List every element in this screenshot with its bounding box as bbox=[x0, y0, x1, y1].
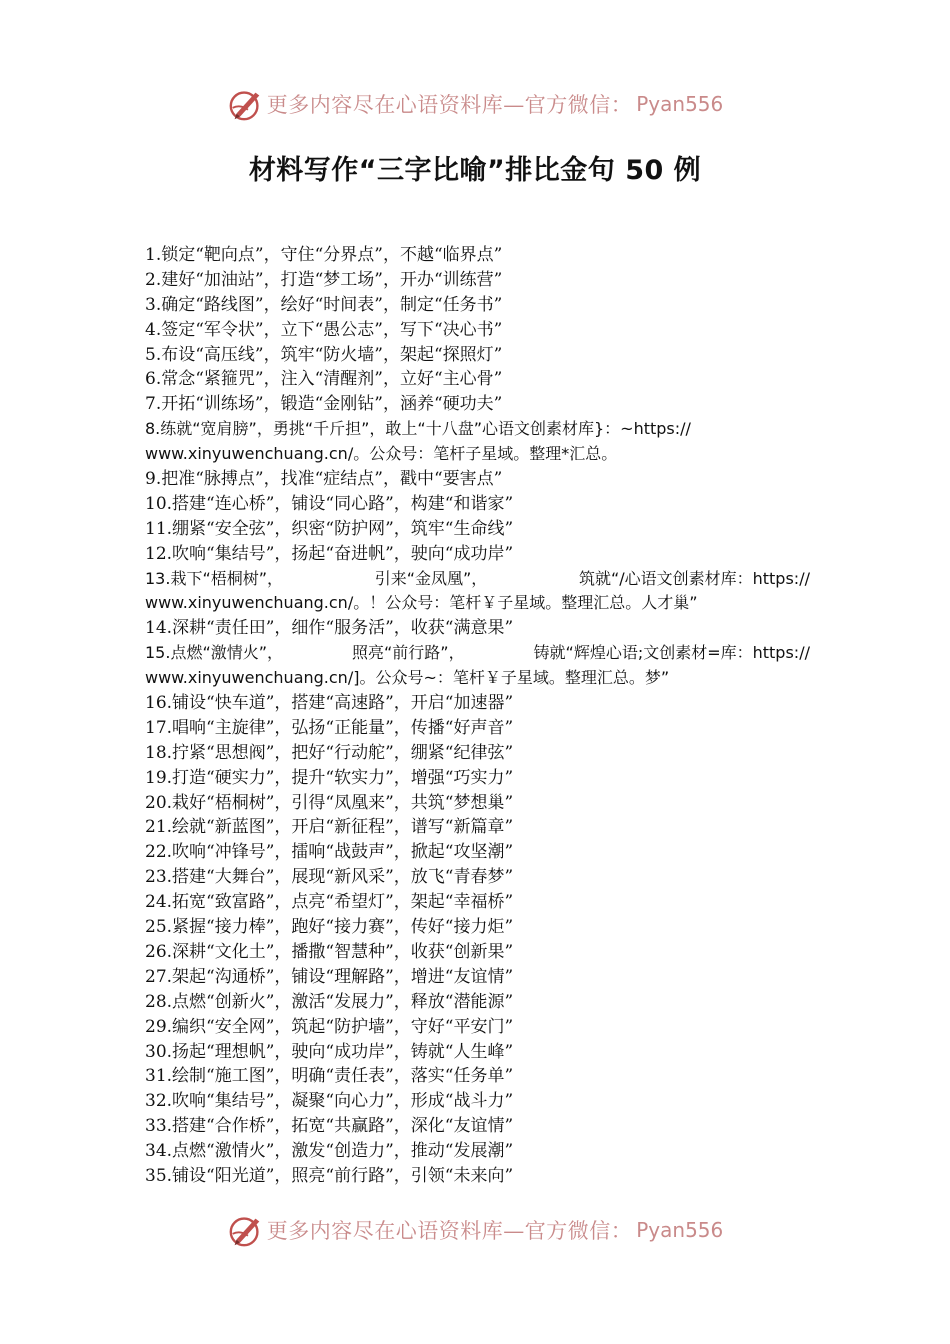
sentence-line: 25.紧握“接力棒”，跑好“接力赛”，传好“接力炬” bbox=[145, 917, 514, 938]
sentence-line: 33.搭建“合作桥”，拓宽“共赢路”，深化“友谊情” bbox=[145, 1116, 514, 1137]
banner-wechat-id: Pyan556 bbox=[636, 1218, 724, 1242]
sentence-line: 5.布设“高压线”，筑牢“防火墙”，架起“探照灯” bbox=[145, 344, 503, 365]
sentence-line: 4.签定“军令状”，立下“愚公志”，写下“决心书” bbox=[145, 319, 503, 340]
sentence-line: 11.绷紧“安全弦”，织密“防护网”，筑牢“生命线” bbox=[145, 518, 514, 539]
sentence-line: 2.建好“加油站”，打造“梦工场”，开办“训练营” bbox=[145, 269, 503, 290]
sentence-segment: 铸就“辉煌心语;文创素材=库：https:// bbox=[533, 643, 810, 663]
sentence-line: 26.深耕“文化土”，播撒“智慧种”，收获“创新果” bbox=[145, 941, 514, 962]
pen-logo-icon bbox=[227, 1211, 265, 1249]
sentence-line: 3.确定“路线图”，绘好“时间表”，制定“任务书” bbox=[145, 294, 503, 315]
sentence-line: 32.吹响“集结号”，凝聚“向心力”，形成“战斗力” bbox=[145, 1091, 514, 1112]
sentence-line bbox=[145, 641, 810, 666]
sentence-segment: 15.点燃“激情火”， bbox=[145, 643, 284, 663]
sentence-line: 1.锁定“靶向点”，守住“分界点”，不越“临界点” bbox=[145, 245, 503, 265]
sentence-line: www.xinyuwenchuang.cn/。公众号：笔杆子星域。整理*汇总。 bbox=[145, 444, 618, 464]
sentence-line: 29.编织“安全网”，筑起“防护墙”，守好“平安门” bbox=[145, 1016, 514, 1037]
sentence-line: 23.搭建“大舞台”，展现“新风采”，放飞“青春梦” bbox=[145, 867, 514, 888]
sentence-line: 9.把准“脉搏点”，找准“症结点”，戳中“要害点” bbox=[145, 469, 503, 490]
sentence-line: 6.常念“紧箍咒”，注入“清醒剂”，立好“主心骨” bbox=[145, 369, 503, 390]
sentence-list bbox=[145, 243, 810, 1189]
sentence-line: 21.绘就“新蓝图”，开启“新征程”，谱写“新篇章” bbox=[145, 817, 514, 838]
sentence-line: 24.拓宽“致富路”，点亮“希望灯”，架起“幸福桥” bbox=[145, 892, 514, 913]
sentence-line: 14.深耕“责任田”，细作“服务活”，收获“满意果” bbox=[145, 618, 514, 639]
sentence-line: 20.栽好“梧桐树”，引得“凤凰来”，共筑“梦想巢” bbox=[145, 792, 514, 813]
sentence-line: 22.吹响“冲锋号”，擂响“战鼓声”，掀起“攻坚潮” bbox=[145, 842, 514, 863]
sentence-line: 17.唱响“主旋律”，弘扬“正能量”，传播“好声音” bbox=[145, 717, 514, 738]
sentence-line: www.xinyuwenchuang.cn/]。公众号~：笔杆￥子星域。整理汇总。梦” bbox=[145, 668, 670, 688]
sentence-line: 34.点燃“激情火”，激发“创造力”，推动“发展潮” bbox=[145, 1141, 514, 1162]
footer-banner bbox=[0, 1208, 950, 1252]
sentence-line: 35.铺设“阳光道”，照亮“前行路”，引领“未来向” bbox=[145, 1165, 514, 1186]
sentence-line: www.xinyuwenchuang.cn/。！公众号：笔杆￥子星域。整理汇总。人才巢” bbox=[145, 593, 698, 613]
sentence-segment: 13.栽下“梧桐树”， bbox=[145, 568, 284, 588]
sentence-segment: 照亮“前行路”， bbox=[351, 643, 465, 663]
page-title: 材料写作“三字比喻”排比金句 50 例 bbox=[248, 155, 702, 186]
sentence-line: 7.开拓“训练场”，锻造“金刚钻”，涵养“硬功夫” bbox=[145, 394, 503, 415]
sentence-line bbox=[145, 567, 810, 592]
sentence-segment: 引来“金凤凰”， bbox=[374, 568, 488, 588]
sentence-line: 16.铺设“快车道”，搭建“高速路”，开启“加速器” bbox=[145, 693, 514, 714]
sentence-line: 12.吹响“集结号”，扬起“奋进帆”，驶向“成功岸” bbox=[145, 543, 514, 564]
sentence-line: 8.练就“宽肩膀”，勇挑“千斤担”，敢上“十八盘”心语文创素材库}：~https:// bbox=[145, 419, 691, 439]
banner-wechat-id: Pyan556 bbox=[636, 92, 724, 116]
header-banner bbox=[0, 82, 950, 126]
sentence-line: 10.搭建“连心桥”，铺设“同心路”，构建“和谐家” bbox=[145, 493, 514, 514]
sentence-segment: 筑就“/心语文创素材库：https:// bbox=[578, 568, 810, 588]
sentence-line: 31.绘制“施工图”，明确“责任表”，落实“任务单” bbox=[145, 1066, 514, 1087]
sentence-line: 27.架起“沟通桥”，铺设“理解路”，增进“友谊情” bbox=[145, 966, 514, 987]
banner-text: 更多内容尽在心语资料库—官方微信： bbox=[266, 93, 633, 117]
banner-text: 更多内容尽在心语资料库—官方微信： bbox=[266, 1219, 633, 1243]
sentence-line: 19.打造“硬实力”，提升“软实力”，增强“巧实力” bbox=[145, 767, 514, 788]
sentence-line: 28.点燃“创新火”，激活“发展力”，释放“潜能源” bbox=[145, 991, 514, 1012]
sentence-line: 30.扬起“理想帆”，驶向“成功岸”，铸就“人生峰” bbox=[145, 1041, 514, 1062]
pen-logo-icon bbox=[227, 85, 265, 123]
sentence-line: 18.拧紧“思想阀”，把好“行动舵”，绷紧“纪律弦” bbox=[145, 742, 514, 763]
